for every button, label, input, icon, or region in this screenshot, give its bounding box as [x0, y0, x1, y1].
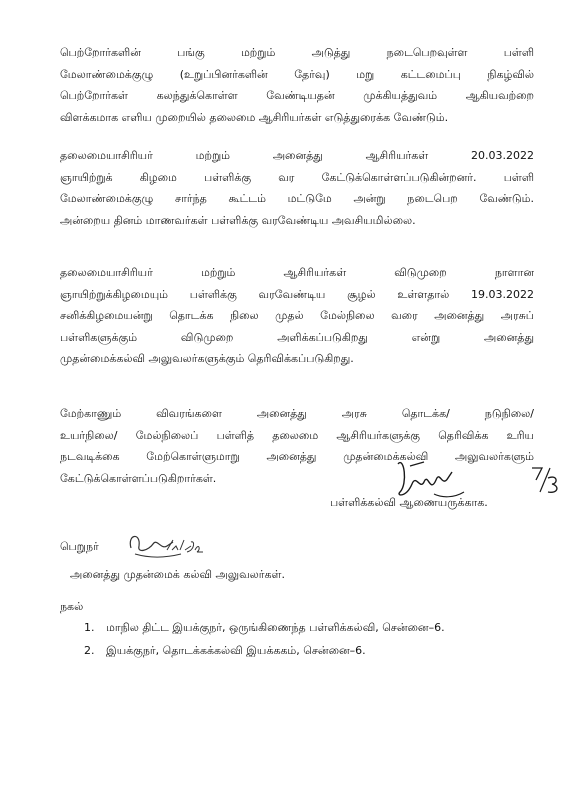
paragraph-line: முதன்மைக்கல்வி அலுவலர்களுக்கும் தெரிவிக்கப்படுகிறது. — [60, 352, 354, 365]
paragraph-line: ஞாயிற்றுக்கிழமையும் பள்ளிக்கு வரவேண்டிய சூழல் உள்ளதால் 19.03.2022 — [60, 287, 534, 301]
paragraph-teachers-sunday — [60, 145, 534, 231]
recipient-text: அனைத்து முதன்மைக் கல்வி அலுவலர்கள். — [70, 568, 285, 581]
signature — [390, 454, 470, 502]
copy-item — [84, 639, 445, 662]
paragraph-line: பள்ளிகளுக்கும் விடுமுறை அளிக்கப்படுகிறது என்று அனைத்து — [60, 330, 534, 344]
received-initials-stamp — [125, 528, 207, 560]
copy-item-text: மாநில திட்ட இயக்குநர், ஒருங்கிணைந்த பள்ளிக்கல்வி, சென்னை–6. — [106, 621, 445, 634]
paragraph-holiday — [60, 262, 534, 370]
paragraph-line: சனிக்கிழமையன்று தொடக்க நிலை முதல் மேல்நிலை வரை அனைத்து அரசுப் — [60, 309, 534, 322]
copy-item-number: 2. — [84, 644, 95, 657]
paragraph-line: அன்றைய தினம் மாணவர்கள் பள்ளிக்கு வரவேண்டிய அவசியமில்லை. — [60, 213, 416, 227]
paragraph-line: நடவடிக்கை மேற்கொள்ளுமாறு அனைத்து முதன்மைக்கல்வி அலுவலர்களும் — [60, 450, 534, 463]
paragraph-line: ஞாயிற்றுக் கிழமை பள்ளிக்கு வர கேட்டுக்கொள்ளப்படுகின்றனர். பள்ளி — [60, 170, 534, 184]
paragraph-line: கேட்டுக்கொள்ளப்படுகிறார்கள். — [60, 471, 217, 485]
signing-authority: பள்ளிக்கல்வி ஆணையருக்காக. — [330, 496, 488, 509]
paragraph-parents-role — [60, 42, 534, 128]
initials-mark — [528, 462, 562, 496]
recipient-label: பெறுநர் — [60, 540, 99, 553]
paragraph-line: மேலாண்மைக்குழு (உறுப்பினர்களின் தேர்வு) மறு கட்டமைப்பு நிகழ்வில் — [60, 67, 534, 81]
copy-item — [84, 616, 445, 639]
paragraph-line: விளக்கமாக எளிய முறையில் தலைமை ஆசிரியர்கள் எடுத்துரைக்க வேண்டும். — [60, 110, 449, 124]
paragraph-line: பெற்றோர்கள் கலந்துக்கொள்ள வேண்டியதன் முக்கியத்துவம் ஆகியவற்றை — [60, 89, 534, 102]
copy-label: நகல் — [60, 600, 84, 613]
copy-list — [84, 616, 445, 662]
copy-item-number: 1. — [84, 621, 95, 634]
paragraph-line: தலைமையாசிரியர் மற்றும் ஆசிரியர்கள் விடுமுறை நாளான — [60, 266, 534, 279]
paragraph-line: பெற்றோர்களின் பங்கு மற்றும் அடுத்து நடைபெறவுள்ள பள்ளி — [60, 46, 534, 59]
copy-item-text: இயக்குநர், தொடக்கக்கல்வி இயக்ககம், சென்னை–6. — [106, 644, 366, 657]
paragraph-line: மேற்காணும் விவரங்களை அனைத்து அரசு தொடக்க/ நடுநிலை/ — [60, 407, 534, 420]
paragraph-line: மேலாண்மைக்குழு சார்ந்த கூட்டம் மட்டுமே அன்று நடைபெற வேண்டும். — [60, 192, 534, 205]
paragraph-line: தலைமையாசிரியர் மற்றும் அனைத்து ஆசிரியர்கள் 20.03.2022 — [60, 149, 534, 162]
paragraph-line: உயர்நிலை/ மேல்நிலைப் பள்ளித் தலைமை ஆசிரியர்களுக்கு தெரிவிக்க உரிய — [60, 428, 534, 442]
